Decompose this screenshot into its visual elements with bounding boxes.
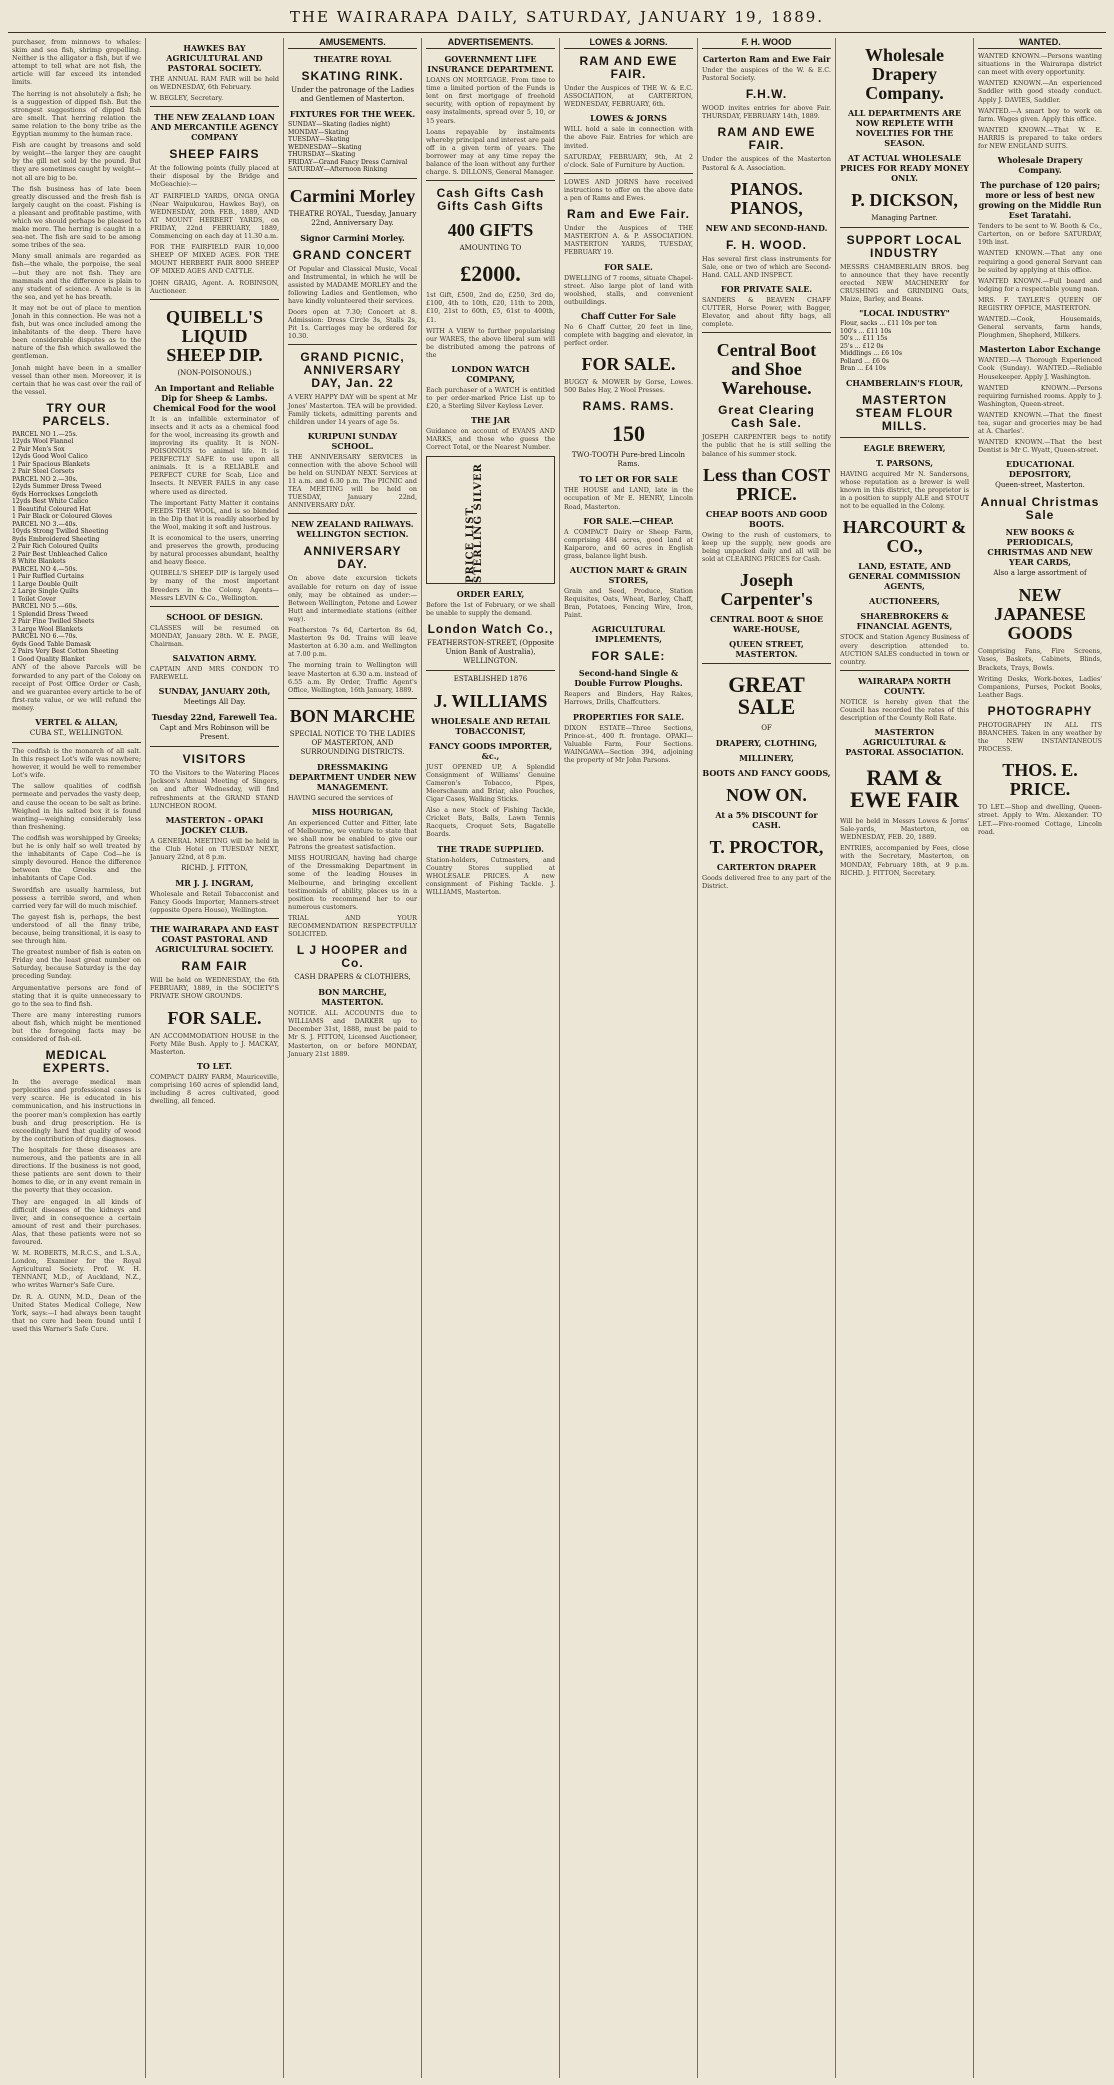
quibell-sub: (NON-POISONOUS.) xyxy=(177,368,252,377)
fhwood-header: F. H. WOOD xyxy=(702,38,831,49)
eagle-heading: EAGLE BREWERY, xyxy=(863,442,946,453)
article-paragraph: The codfish is the monarch of all salt. In this respect Lot's wife was nowhere; however, it would be well to remember Lot's wife. xyxy=(12,747,141,780)
list-item: 1 Toilet Cover xyxy=(12,595,56,603)
total-amount: £2000. xyxy=(460,261,521,287)
trade-line: THE TRADE SUPPLIED. xyxy=(437,843,544,854)
list-item: 50's ... £11 15s xyxy=(840,335,888,343)
quibell-desc: An Important and Reliable Dip for Sheep & Lambs. Chemical Food for the wool xyxy=(153,382,276,413)
great-sale: GREAT SALE xyxy=(728,671,805,719)
list-item: PARCEL NO 5.—60s. xyxy=(12,603,78,611)
second-hand: Second-hand Single & Double Furrow Ploughs. xyxy=(574,668,683,689)
list-item: Bran ... £4 10s xyxy=(840,365,886,373)
list-item: PARCEL NO 4.—50s. xyxy=(12,565,78,573)
army-heading: SALVATION ARMY. xyxy=(172,653,257,664)
ad-text: A GENERAL MEETING will be held in the Club Hotel on TUESDAY NEXT, January 22nd, at 8 p.m. xyxy=(150,836,279,861)
ad-text: TO the Visitors to the Watering Places Jackson's Annual Meeting of Singers, on and after Wednesday, will find refreshments at the GRAND STAND LUNCHEON ROOM. xyxy=(150,769,279,810)
rams-desc: TWO-TOOTH Pure-bred Lincoln Rams. xyxy=(571,451,686,469)
nz-loan-heading: THE NEW ZEALAND LOAN AND MERCANTILE AGENCY COMPANY xyxy=(150,112,279,143)
ad-text: DWELLING of 7 rooms, situate Chapel-street. Also large plot of land with woolshed, stalls, and convenient outbuildings. xyxy=(564,273,693,306)
ad-text: WANTED KNOWN.—That the finest tea, sugar and groceries may be had at A. Charles'. xyxy=(978,410,1102,436)
actual-prices: AT ACTUAL WHOLESALE PRICES FOR READY MONEY ONLY. xyxy=(840,153,969,183)
ad-text: Wholesale and Retail Tobacconist and Fancy Goods Importer, Manners-street (opposite Opera House), Wellington. xyxy=(150,889,279,915)
ad-text: WANTED.—A smart boy to work on farm. Wages given. Apply this office. xyxy=(978,106,1102,123)
ad-text: SATURDAY, FEBRUARY, 9th, At 2 o'clock. Sale of Furniture by Auction. xyxy=(564,152,693,169)
ad-text: Reapers and Binders, Hay Rakes, Harrows, Drills, Chaffcutters. xyxy=(564,690,693,707)
welcome-line: Capt and Mrs Robinson will be Present. xyxy=(159,724,270,742)
ad-text: WANTED KNOWN.—Full board and lodging for a respectable young man. xyxy=(978,276,1102,293)
purchase-line: The purchase of 120 pairs; more or less of best new growing on the Middle Run Eset Taratahi. xyxy=(978,180,1102,221)
for-sale-heading: FOR SALE. xyxy=(167,1007,262,1028)
ad-text: AN ACCOMMODATION HOUSE in the Forty Mile Bush. Apply to J. MACKAY, Masterton. xyxy=(150,1031,279,1056)
ad-text: TRIAL AND YOUR RECOMMENDATION RESPECTFULLY SOLICITED. xyxy=(288,913,417,939)
list-item: 2 Pair Steel Corsets xyxy=(12,468,75,476)
picnic-heading: GRAND PICNIC, ANNIVERSARY DAY, Jan. 22 xyxy=(300,350,405,391)
ad-text: An experienced Cutter and Fitter, late of Melbourne, we venture to state that we shall now be enabled to give our Patrons the greatest satisfaction. xyxy=(288,818,417,852)
ad-text: Also a new Stock of Fishing Tackle, Cricket Bats, Balls, Lawn Tennis Racquets, Croquet Sets, Bagatelle Boards. xyxy=(426,806,555,839)
article-paragraph: Many small animals are regarded as fish—the whale, the porpoise, the seal—but they are not fish. They are mammals and the difference is plain to any student of science. A whale is in the sea, and yet he has breath. xyxy=(12,252,141,301)
ad-text: A COMPACT Dairy or Sheep Farm, comprising 484 acres, good land at Kaiparoro, and 60 acres in English grass, balance light bush. xyxy=(564,527,693,560)
ad-text: NOTICE. ALL ACCOUNTS due to WILLIAMS and DARKER up to December 31st, 1888, must be paid to Mr S. J. FITTON, Licensed Auctioneer, Masterton, on or before MONDAY, January 21st 1889. xyxy=(288,1009,417,1058)
ad-text: The morning train to Wellington will leave Masterton at 6.30 a.m. instead of 6.55 a.m. By Order, Traffic Agent's Office, Wellington, 16th January, 1889. xyxy=(288,661,417,694)
ad-text: Of Popular and Classical Music, Vocal and Instrumental, in which he will be assisted by MADAME MORLEY and the following Ladies and Gentlemen, who have kindly volunteered their services. xyxy=(288,264,417,305)
ad-text: 1st Gift, £500, 2nd do, £250, 3rd do, £100, 4th to 10th, £20, 11th to 20th, £10, 21st to 60th, £5, 61st to 400th, £1. xyxy=(426,291,555,324)
ad-text: On above date excursion tickets available for return on day of issue only, may be obtained as under:—Between Wellington, Petone and Lower Hutt and intermediate stations (either way). xyxy=(288,574,417,623)
column-2 xyxy=(146,38,284,2078)
ram-ewe-fair: RAM & EWE FAIR xyxy=(850,765,959,813)
labor-exchange: Masterton Labor Exchange xyxy=(979,344,1101,355)
pianos-heading: PIANOS. PIANOS, xyxy=(730,178,803,218)
ad-text: WANTED KNOWN.—Persons requiring furnished rooms. Apply to J. Washington, Queen-street. xyxy=(978,383,1102,408)
ad-text: JOHN GRAIG, Agent. A. ROBINSON, Auctioneer. xyxy=(150,278,279,295)
theatre-royal-line: THEATRE ROYAL, Tuesday, January 22nd, Anniversary Day. xyxy=(288,209,417,227)
meetings: Meetings All Day. xyxy=(183,698,246,707)
williams-heading: J. WILLIAMS xyxy=(433,690,548,711)
masthead-rule xyxy=(8,32,1106,33)
list-item: 12yds Good Wool Calico xyxy=(12,453,88,461)
london-co-heading: London Watch Co., xyxy=(427,621,554,636)
ad-text: Loans repayable by instalments whereby principal and interest are paid off in a given term of years. The borrower may at any time repay the balance of the loan without any further charge. S. DILLONS, General Manager. xyxy=(426,127,555,177)
masterton-mills: MASTERTON STEAM FLOUR MILLS. xyxy=(855,392,954,433)
article-paragraph: The codfish was worshipped by Greeks; but he is only half so well treated by the inhabitants of Cape Cod—he is simply devoured. Hence the difference between the Greeks and the inhabitants of Cape Cod. xyxy=(12,833,141,883)
lowes-sale-heading: LOWES & JORNS xyxy=(590,113,667,124)
morley-heading: Carmini Morley xyxy=(289,185,416,206)
ad-text: QUIBELL'S SHEEP DIP is largely used by many of the most important Breeders in the Colony. Agents—Messrs LEVIN & Co., Wellington. xyxy=(150,569,279,602)
list-item: 12yds Wool Flannel xyxy=(12,438,74,446)
list-item: 2 Pair Best Unbleached Calico xyxy=(12,550,108,558)
ad-text: TO LET.—Shop and dwelling, Queen-street. Apply to Wm. Alexander. TO LET.—Five-roomed Cottage, Lincoln road. xyxy=(978,803,1102,836)
list-item: 2 Pair Rich Coloured Quilts xyxy=(12,543,98,551)
list-item: 100's ... £11 10s xyxy=(840,327,892,335)
ad-text: JUST OPENED UP, A Splendid Consignment of Williams' Genuine Cameron's Tobacco, Pipes, Meerschaum and Briar, also Pouches, Cigar Cases, Walking Sticks. xyxy=(426,762,555,804)
ad-text: Each purchaser of a WATCH is entitled to per order-marked Price List up to £20, a Sterling Silver Keyless Lever. xyxy=(426,385,555,411)
ad-text: Doors open at 7.30; Concert at 8. Admission: Dress Circle 3s, Stalls 2s, Pit 1s. Carriages may be ordered for 10.30. xyxy=(288,308,417,341)
ram-fair-heading: RAM FAIR xyxy=(181,959,248,974)
list-item: 1 Beautiful Coloured Hat xyxy=(12,505,91,513)
props-heading: PROPERTIES FOR SALE. xyxy=(572,711,685,722)
article-paragraph: The herring is not absolutely a fish; he is a suggestion of dipped fish. But the strongest suggestions of dipped fish are smelt. That herring relation the same relation to the bony tribe as the Egyptian mummy to the human race. xyxy=(12,89,141,139)
column-5 xyxy=(560,38,698,2078)
ad-text: A VERY HAPPY DAY will be spent at Mr Jones' Masterton. TEA will be provided. Family tickets, admitting parents and children under 14 years of age 5s. xyxy=(288,393,417,426)
agri-heading: AGRICULTURAL IMPLEMENTS, xyxy=(591,624,666,645)
managing-line: Managing Partner. xyxy=(871,214,938,222)
list-item: 2 Pairs Very Best Cotton Sheeting xyxy=(12,648,119,656)
ad-text: Comprising Fans, Fire Screens, Vases, Baskets, Cabinets, Blinds, Brackets, Trays, Bowls. xyxy=(978,647,1102,672)
column-1 xyxy=(8,38,146,2078)
ad-text: ENTRIES, accompanied by Fees, close with the Secretary, Masterton, on MONDAY, February 18th, at 9 p.m. RICHD. J. FITTON, Secretary. xyxy=(840,844,969,877)
hawkes-heading: HAWKES BAY AGRICULTURAL AND PASTORAL SOCIETY. xyxy=(166,43,263,73)
great-clearing: Great Clearing Cash Sale. xyxy=(718,403,815,431)
drapery: DRAPERY, CLOTHING, xyxy=(715,737,818,748)
queen-st: QUEEN STREET, MASTERTON. xyxy=(729,638,804,659)
article-paragraph: W. M. ROBERTS, M.R.C.S., and L.S.A., London, Examiner for the Royal Agricultural Society. Prof. W. H. TENNANT, M.D., of Auckland, N.Z., who writes Warner's Safe Cure. xyxy=(12,1249,141,1290)
ad-text: Goods delivered free to any part of the District. xyxy=(702,873,831,891)
article-paragraph: The gayest fish is, perhaps, the best understood of all the finny tribe, because, being transitional, it is easy to see through him. xyxy=(12,912,141,946)
central-boot: CENTRAL BOOT & SHOE WARE-HOUSE, xyxy=(710,613,823,634)
ad-text: WANTED KNOWN.—Persons wanting situations in the Wairarapa district can meet with every opportunity. xyxy=(978,52,1102,77)
now-on: NOW ON. xyxy=(726,784,807,805)
ad-text: It is economical to the users, unerring and preserves the growth, producing by natural processes abundant, healthy and heavy fleece. xyxy=(150,534,279,567)
list-item: SUNDAY—Skating (ladies night) xyxy=(288,121,391,129)
list-item: 10yds Strong Twilled Sheeting xyxy=(12,528,109,536)
private-sale-heading: FOR PRIVATE SALE. xyxy=(720,283,813,294)
masterton-agri: MASTERTON AGRICULTURAL & PASTORAL ASSOCIATION. xyxy=(845,727,964,758)
wholesale-co: Wholesale Drapery Company. xyxy=(997,155,1083,176)
ad-text: Under the Auspices of THE W. & E.C. ASSOCIATION, at CARTERTON, WEDNESDAY, FEBRUARY, 6th. xyxy=(564,84,693,109)
skating-sub: Under the patronage of the Ladies and Gentlemen of Masterton. xyxy=(291,86,414,104)
parcels-list xyxy=(12,431,141,664)
skating-heading: SKATING RINK. xyxy=(301,69,404,84)
ad-text: WANTED KNOWN.—An experienced Saddler with good steady conduct. Apply J. DAVIES, Saddler. xyxy=(978,79,1102,104)
ad-text: Owing to the rush of customers, to keep up the supply, new goods are being unpacked daily and all will be sold at CLEARING PRICES for Cash. xyxy=(702,530,831,563)
ad-text: Has several first class instruments for Sale, one or two of which are Second-Hand. CALL AND INSPECT. xyxy=(702,254,831,279)
signor-line: Signor Carmini Morley. xyxy=(300,232,405,243)
column-4 xyxy=(422,38,560,2078)
for-sale-heading: FOR SALE. xyxy=(604,261,653,272)
new-books: NEW BOOKS & PERIODICALS, CHRISTMAS AND NEW YEAR CARDS, xyxy=(987,527,1093,568)
list-item: 3 Large Wool Blankets xyxy=(12,625,83,633)
list-item: 6yds Horrockses Longcloth xyxy=(12,490,98,498)
article-paragraph: Swordfish are usually harmless, but possess a terrible sword, and when carried very far will do much mischief. xyxy=(12,885,141,910)
column-3 xyxy=(284,38,422,2078)
column-8 xyxy=(974,38,1106,2078)
annual-sale: Annual Christmas Sale xyxy=(980,495,1100,523)
rams-150: 150 xyxy=(612,421,645,447)
ram-ewe-fair: RAM AND EWE FAIR. xyxy=(717,125,816,153)
list-item: PARCEL NO 3.—40s. xyxy=(12,520,78,528)
ad-text: Station-holders, Cutmasters, and Country Stores supplied at WHOLESALE PRICES. A new consignment of Fishing Tackle. J. WILLIAMS, Masterton. xyxy=(426,855,555,896)
list-item: 12yds Best White Calico xyxy=(12,498,89,506)
ingram-heading: MR J. J. INGRAM, xyxy=(175,877,254,888)
photography: PHOTOGRAPHY xyxy=(987,703,1093,718)
carterton-heading: Carterton Ram and Ewe Fair xyxy=(702,54,831,65)
new-second-heading: NEW AND SECOND-HAND. xyxy=(705,222,828,233)
hourigan-heading: MISS HOURIGAN, xyxy=(311,806,394,817)
cheap-boots: CHEAP BOOTS AND GOOD BOOTS. xyxy=(705,508,828,529)
railways-heading: NEW ZEALAND RAILWAYS. WELLINGTON SECTION. xyxy=(291,519,414,540)
farewell-heading: Tuesday 22nd, Farewell Tea. xyxy=(151,712,278,723)
article-paragraph: The greatest number of fish is eaten on Friday and the least great number on Saturday, because Saturday is the day preceding Sunday. xyxy=(12,948,141,981)
ad-text: Guidance on account of EVANS AND MARKS, and those who guess the Correct Total, or the Nearest Number. xyxy=(426,427,555,452)
list-item: SATURDAY—Afternoon Rinking xyxy=(288,166,388,174)
list-item: 8 White Blankets xyxy=(12,558,66,566)
ad-text: Featherston 7s 6d, Carterton 8s 6d, Masterton 9s 0d. Trains will leave Masterton at 6.30 a.m. and Wellington at 7.00 p.m. xyxy=(288,626,417,659)
for-sale-2: FOR SALE: xyxy=(591,649,666,664)
ad-text: SANDERS & BEAVEN CHAFF CUTTER, Horse Power, with Bagger, Elevator, and about fifty bags, all complete. xyxy=(702,295,831,329)
amusements-header: AMUSEMENTS. xyxy=(288,38,417,49)
ad-text: THE ANNIVERSARY SERVICES in connection with the above School will be held on SUNDAY NEXT. Services at 11 a.m. and 6.30 p.m. The PICNIC and TEA MEETING will be held on TUESDAY, January 22nd, ANNIVERSARY DAY. xyxy=(288,452,417,510)
list-item: THURSDAY—Skating xyxy=(288,151,356,159)
carterton-draper: CARTERTON DRAPER xyxy=(716,861,817,872)
ad-text: LOWES AND JORNS have received instructions to offer on the above date a pen of Rams and Ewes. xyxy=(564,177,693,203)
wairarapa-county: WAIRARAPA NORTH COUNTY. xyxy=(858,675,951,696)
price-list-vertical: PRICE LIST. STERLING SILVER xyxy=(465,462,485,583)
sheep-fairs-heading: SHEEP FAIRS xyxy=(169,147,260,162)
fixtures-list xyxy=(288,121,417,174)
article-paragraph: The hospitals for these diseases are numerous, and the patients are in all directions. If the business is not good, these patients are sent down to their homes to die, or in any event remain in the poverty that they occasion. xyxy=(12,1145,141,1195)
the-jar-heading: THE JAR xyxy=(470,415,511,426)
ad-text: WITH A VIEW to further popularising our WARES, the above liberal sum will be distributed among the patrons of the xyxy=(426,326,555,359)
heading-medical-experts: MEDICAL EXPERTS. xyxy=(42,1048,111,1076)
ad-text: Will be held on WEDNESDAY, the 6th FEBRUARY, 1889, in the SOCIETY'S PRIVATE SHOW GROUNDS. xyxy=(150,976,279,1001)
discount: At a 5% DISCOUNT for CASH. xyxy=(715,809,818,830)
to-let-heading: TO LET OR FOR SALE xyxy=(579,474,678,485)
fixtures-heading: FIXTURES FOR THE WEEK. xyxy=(289,109,416,120)
bon-marche-sub: SPECIAL NOTICE TO THE LADIES OF MASTERTON, AND SURROUNDING DISTRICTS. xyxy=(289,729,416,756)
sunday-school-heading: KURIPUNI SUNDAY SCHOOL. xyxy=(307,430,398,451)
ad-text: AT FAIRFIELD YARDS, ONGA ONGA (Near Waipukurau, Hawkes Bay), on WEDNESDAY, 20th FEB., 1889, AND AT MOUNT HERBERT YARDS, on FRIDAY, 22nd FEBRUARY, 1889, Commencing on each day at 11.30 a.m. xyxy=(150,191,279,241)
ad-text: JOSEPH CARPENTER begs to notify the public that he is still selling the balance of his summer stock. xyxy=(702,433,831,458)
london-watch-heading: LONDON WATCH COMPANY, xyxy=(451,363,530,384)
less-cost: Less than COST PRICE. xyxy=(702,464,831,504)
ad-text: PHOTOGRAPHY IN ALL ITS BRANCHES. Taken in any weather by the NEW INSTANTANEOUS PROCESS. xyxy=(978,720,1102,754)
sharebrokers: SHAREBROKERS & FINANCIAL AGENTS, xyxy=(856,611,953,632)
featherston-line: FEATHERSTON-STREET, (Opposite Union Bank of Australia), WELLINGTON. xyxy=(427,638,554,665)
advertisements-header: ADVERTISEMENTS. xyxy=(426,38,555,49)
article-paragraph: In the average medical man perplexities and professional cases is very scarce. He is educated in his communication, and his instructions in the poorer man's complexion has eartly bush and drug prescription. He is exceedingly hard that quality of wood by the contribution of drug diagnoses. xyxy=(12,1078,141,1143)
flour-price-list xyxy=(840,320,969,373)
list-item: 1 Pair Spacious Blankets xyxy=(12,460,90,468)
to-let-heading: TO LET. xyxy=(196,1060,233,1071)
ad-text: Under the auspices of the Masterton Pastoral & A. Association. xyxy=(702,155,831,172)
visitors-heading: VISITORS xyxy=(182,752,247,767)
article-paragraph: There are many interesting rumors about fish, which might be mentioned but the foregoing facts may be considered of fish-oil. xyxy=(12,1010,141,1044)
support-heading: SUPPORT LOCAL INDUSTRY xyxy=(846,233,963,260)
chaff-heading: Chaff Cutter For Sale xyxy=(580,310,677,321)
ad-text: Grain and Seed, Produce, Station Requisites, Oats, Wheat, Barley, Chaff, Bran, Potatoes, Fencing Wire, Iron, Paint. xyxy=(564,587,693,620)
ad-text: WANTED.—A Thorough Experienced Cook (Sunday). WANTED.—Reliable Housekeeper. Apply J. Washington. xyxy=(978,356,1102,381)
list-item: 1 Large Double Quilt xyxy=(12,580,78,588)
list-item: Middlings ... £6 10s xyxy=(840,350,903,358)
for-sale-big: FOR SALE. xyxy=(581,354,676,375)
list-item: PARCEL NO 2.—30s. xyxy=(12,475,78,483)
ad-text: It is an infallible exterminator of insects and it acts as a chemical food for the wool, increasing its growth and improving its quality. It is NON-POISONOUS to animal life. It is PERFECTLY SAFE to use upon all animals. It is a RELIABLE and PERFECT CURE for Scab, Lice and Insects. It NEVER FAILS in any case where used as directed. xyxy=(150,414,279,496)
of-line: OF xyxy=(761,723,772,732)
sunday-heading: SUNDAY, JANUARY 20th, xyxy=(158,686,271,697)
ad-text: WANTED KNOWN.—That the best Dentist is Mr C. Wyatt, Queen-street. xyxy=(978,438,1102,455)
ad-text: W. BEGLEY, Secretary. xyxy=(150,94,224,103)
ram-ewe-fair-heading: Ram and Ewe Fair. xyxy=(566,207,691,222)
article-paragraph: purchaser, from minnows to whales: skim and sea fish, shrimp gropelling. Neither is the alligator a fish, but if we attempt to tell what are not fish, the article will far exceed its intended limits. xyxy=(12,38,141,87)
ad-text: MESSRS CHAMBERLAIN BROS. beg to announce that they have recently erected NEW MACHINERY for CRUSHING and GRINDING Oats, Maize, Barley, and Beans. xyxy=(840,263,969,304)
ram-ewe-heading: RAM AND EWE FAIR. xyxy=(579,54,678,82)
ad-text: At the following points (fully placed at their disposal by the Bridge and McGeachie):— xyxy=(150,164,279,189)
central-heading: Central Boot and Shoe Warehouse. xyxy=(716,340,817,399)
list-item: 25's ... £12 0s xyxy=(840,342,884,350)
gift-price-table xyxy=(426,456,555,584)
bon-marche-heading: BON MARCHE xyxy=(289,705,416,726)
auction-heading: AUCTION MART & GRAIN STORES, xyxy=(569,565,688,585)
assortment-line: Also a large assortment of xyxy=(993,569,1087,578)
ad-text: Under the auspices of the W. & E.C. Pastoral Society. xyxy=(702,66,831,83)
bon-marche-2: BON MARCHE, MASTERTON. xyxy=(318,987,387,1008)
ad-text: THE ANNUAL RAM FAIR will be held on WEDNESDAY, 6th February. xyxy=(150,75,279,92)
article-paragraph: They are engaged in all kinds of difficult diseases of the kidneys and liver, and in consequence a certain amount of rest and their purchases. Alas, that these patients were not so favoured. xyxy=(12,1197,141,1246)
ad-text: Before the 1st of February, or we shall be unable to supply the demand. xyxy=(426,600,555,617)
wairarapa-soc-heading: THE WAIRARAPA AND EAST COAST PASTORAL AND AGRICULTURAL SOCIETY. xyxy=(150,924,279,955)
hooper-sub: CASH DRAPERS & CLOTHIERS, xyxy=(294,973,411,982)
ad-text: CLASSES will be resumed on MONDAY, January 28th. W. E. PAGE, Chairman. xyxy=(150,623,279,648)
ad-text: Writing Desks, Work-boxes, Ladies' Companions, Purses, Pocket Books, Leather Bags. xyxy=(978,674,1102,699)
local-industry: "LOCAL INDUSTRY" xyxy=(859,308,950,319)
ad-text: MISS HOURIGAN, having had charge of the Dressmaking Department in some of the leading Houses in Melbourne, and bringing excellent testimonials of ability, places us in a position to recommend her to our numerous customers. xyxy=(288,854,417,911)
ad-text: Will be held in Messrs Lowes & Jorns' Sale-yards, Masterton, on WEDNESDAY, FEB. 20, 1889. xyxy=(840,817,969,842)
list-item: 1 Good Quality Blanket xyxy=(12,655,85,663)
article-paragraph: The sallow qualities of codfish permeate and pervades the vasty deep, and cause the ocean to be salt as brine. Weighed in his salted box it is found wanting—weighing considerably less than freshening. xyxy=(12,782,141,831)
article-paragraph: Dr. R. A. GUNN, M.D., Dean of the United States Medical College, New York, says:—I had always been taught that no cure had been found until I used this Warner's Safe Cure. xyxy=(12,1292,141,1333)
ad-text: FOR THE FAIRFIELD FAIR 10,000 SHEEP OF MIXED AGES. FOR THE MOUNT HERBERT FAIR 8000 SHEEP OF MIXED AGES AND CATTLE. xyxy=(150,243,279,276)
column-6 xyxy=(698,38,836,2078)
ad-text: HAVING secured the services of xyxy=(288,793,393,802)
dressmaking-heading: DRESSMAKING DEPARTMENT UNDER NEW MANAGEMENT. xyxy=(288,761,417,792)
four-hundred-gifts: 400 GIFTS xyxy=(447,220,534,241)
ad-text: MRS. F. TAYLER'S QUEEN OF REGISTRY OFFICE, MASTERTON. xyxy=(978,295,1102,312)
joseph-heading: Joseph Carpenter's xyxy=(720,569,813,609)
fh-wood-2: F. H. WOOD. xyxy=(726,237,807,252)
ad-text: HAVING acquired Mr N. Sandersons, whose reputation as a brewer is well known in this district, the proprietor is in a position to supply ALE and STOUT not to be equalled in the Colony. xyxy=(840,469,969,511)
article-paragraph: The fish business has of late been greatly discussed and the fresh fish is largely caught on the coast. Fishing is a pleasant and profitable pastime, with which we should perhaps be pleased to make more. The herring is caught in a sea-net. The fish are said to be among some tribes of the sea. xyxy=(12,184,141,250)
ad-text: NOTICE is hereby given that the Council has recorded the rates of this description of the County Roll Rate. xyxy=(840,697,969,722)
wanted-header: WANTED. xyxy=(978,38,1102,49)
ad-text: WANTED.—Cook, Housemaids, General servants, farm hands, Ploughmen, Shepherd, Milkers. xyxy=(978,315,1102,340)
list-item: MONDAY—Skating xyxy=(288,128,349,136)
column-7 xyxy=(836,38,974,2078)
list-item: Pollard ... £6 0s xyxy=(840,357,889,365)
article-paragraph: It may not be out of place to mention Jonah in this connection. He was not a fish, but was once included among the inhabitants of the deep. There have been considerable disputes as to the nature of the fish which swallowed the gentleman. xyxy=(12,303,141,361)
list-item: 8yds Embroidered Sheeting xyxy=(12,535,100,543)
chamberlains: CHAMBERLAIN'S FLOUR, xyxy=(845,377,964,388)
masthead-title: THE WAIRARAPA DAILY, SATURDAY, JANUARY 19, 1889. xyxy=(289,8,825,26)
ad-text: DIXON ESTATE—Three Sections, Prince-st., 400 ft. frontage. OPAKI—Valuable Farm, Four Sections. WAINGAWA—Section 394, adjoining the property of Mr John Parsons. xyxy=(564,723,693,764)
heading-parcels: TRY OUR PARCELS. xyxy=(42,400,111,428)
list-item: 1 Splendid Dress Tweed xyxy=(12,610,88,618)
japanese-goods: NEW JAPANESE GOODS xyxy=(994,585,1086,644)
list-item: 6yds Good Table Damask xyxy=(12,640,91,648)
masterton-club-heading: MASTERTON - OPAKI JOCKEY CLUB. xyxy=(165,814,264,835)
list-item: 2 Pair Fine Twilled Sheets xyxy=(12,618,95,626)
fhw-heading: F.H.W. xyxy=(745,87,788,102)
article-paragraph: Fish are caught by treasons and sold by weight—the larger they are caught by the gill net sold by the pound. But they are sometimes caught by weight—not all are big to be. xyxy=(12,141,141,182)
ad-text: No 6 Chaff Cutter, 20 feet in line, complete with bagging and elevator, in perfect order. xyxy=(564,322,693,348)
vertel-sub: CUBA ST., WELLINGTON. xyxy=(29,729,124,737)
ad-text: Under the Auspices of THE MASTERTON A. & P. ASSOCIATION. MASTERTON YARDS, TUESDAY, FEBRUARY 19. xyxy=(564,224,693,257)
ad-text: BUGGY & MOWER by Gorse, Lowes. 500 Bales Hay, 2 Wool Presses. xyxy=(564,378,693,395)
ad-text: WANTED KNOWN.—That W. E. HARRIS is prepared to take orders for NEW ENGLAND SUITS. xyxy=(978,125,1102,151)
list-item: WEDNESDAY—Skating xyxy=(288,143,362,151)
cash-gifts-heading: Cash Gifts Cash Gifts Cash Gifts xyxy=(436,186,545,214)
order-early-heading: ORDER EARLY, xyxy=(456,588,525,599)
dickson-heading: P. DICKSON, xyxy=(851,190,958,210)
list-item: TUESDAY—Skating xyxy=(288,136,350,144)
ad-text: LOANS ON MORTGAGE. From time to time a limited portion of the Funds is lent on first mortgage of freehold security, with option of repayment by easy instalments, spread over 5, 10, or 15 years. xyxy=(426,76,555,125)
ad-text: STOCK and Station Agency Business of every description attended to. AUCTION SALES conducted in town or country. xyxy=(840,633,969,666)
list-item: FRIDAY—Grand Fancy Dress Carnival xyxy=(288,158,408,166)
school-heading: SCHOOL OF DESIGN. xyxy=(166,611,263,622)
list-item: 2 Large Single Quilts xyxy=(12,588,79,596)
list-item: 2 Pair Men's Sox xyxy=(12,445,65,453)
article-paragraph: ANY of the above Parcels will be forwarded to any part of the Colony on receipt of Post Office Order or Cash, and we guarantee every article to be of first-rate value, or we will refund the money. xyxy=(12,663,141,712)
ad-text: Tenders to be sent to W. Booth & Co., Carterton, on or before SATURDAY, 19th inst. xyxy=(978,222,1102,247)
fancy-line: FANCY GOODS IMPORTER, &c., xyxy=(428,740,553,761)
list-item: 1 Pair Ruffled Curtains xyxy=(12,573,84,581)
anniversary-heading: ANNIVERSARY DAY. xyxy=(303,544,402,572)
all-depts: ALL DEPARTMENTS ARE NOW REPLETE WITH NOVELTIES FOR THE SEASON. xyxy=(847,108,962,148)
rams-heading: RAMS. RAMS. xyxy=(582,399,675,414)
ad-text: The important Fatty Matter it contains FEEDS THE WOOL, and is so blended in the Dip that it is readily absorbed by the Wool, making it soft and lustrous. xyxy=(150,498,279,531)
ad-text: WILL hold a sale in connection with the above Fair. Entries for which are invited. xyxy=(564,125,693,150)
article-paragraph: Jonah might have been in a smaller vessel than other men. Moreover, it is certain that he was cast over the rail of the vessel. xyxy=(12,363,141,396)
ad-text: WANTED KNOWN.—That any one requiring a good general Servant can be suited by applying at this office. xyxy=(978,249,1102,274)
ad-text: WOOD invites entries for above Fair. THURSDAY, FEBRUARY 14th, 1889. xyxy=(702,104,831,121)
auctioneers: AUCTIONEERS, xyxy=(869,596,940,607)
price-heading: THOS. E. PRICE. xyxy=(1002,760,1078,800)
ad-text: CAPTAIN AND MRS CONDON TO FAREWELL xyxy=(150,665,279,682)
theatre-heading: THEATRE ROYAL xyxy=(313,54,392,65)
lowes-header: LOWES & JORNS. xyxy=(564,38,693,49)
queen-st-masterton: Queen-street, Masterton. xyxy=(995,481,1085,490)
quibell-heading: QUIBELL'S LIQUID SHEEP DIP. xyxy=(165,306,264,365)
list-item: 12yds Summer Dress Tweed xyxy=(12,483,102,491)
list-item: PARCEL NO 1.—25s. xyxy=(12,430,78,438)
boots-fancy: BOOTS AND FANCY GOODS, xyxy=(702,767,831,778)
proctor-heading: T. PROCTOR, xyxy=(709,836,824,857)
fitton-line: RICHD. J. FITTON, xyxy=(181,863,248,872)
for-sale-cheap: FOR SALE.—CHEAP. xyxy=(583,515,674,526)
article-paragraph: Argumentative persons are fond of stating that it is quite unnecessary to go to the sea to find fish. xyxy=(12,983,141,1008)
amounting-to: AMOUNTING TO xyxy=(459,244,522,253)
educational: EDUCATIONAL DEPOSITORY, xyxy=(1006,459,1074,480)
list-item: Flour, sacks ... £11 10s per ton xyxy=(840,320,937,328)
land-estate: LAND, ESTATE, AND GENERAL COMMISSION AGENTS, xyxy=(848,561,961,592)
hooper-heading: L J HOOPER and Co. xyxy=(296,943,409,971)
list-item: PARCEL NO 6.—70s. xyxy=(12,633,78,641)
ad-text: COMPACT DAIRY FARM, Mauriceville, comprising 160 acres of splendid land, including 8 acres cultivated, good dwelling, all fenced. xyxy=(150,1072,279,1106)
established-line: ESTABLISHED 1876 xyxy=(453,674,528,683)
govt-life-heading: GOVERNMENT LIFE INSURANCE DEPARTMENT. xyxy=(427,54,554,75)
grand-concert-heading: GRAND CONCERT xyxy=(292,247,413,262)
millinery: MILLINERY, xyxy=(739,752,794,763)
vertel-heading: VERTEL & ALLAN, xyxy=(35,717,118,727)
wholesale-drapery: Wholesale Drapery Company. xyxy=(865,45,944,103)
harcourt-heading: HARCOURT & CO., xyxy=(842,517,967,557)
list-item: 1 Pair Black or Coloured Gloves xyxy=(12,513,113,521)
ad-text: THE HOUSE and LAND, late in the occupation of Mr E. HENRY, Lincoln Road, Masterton. xyxy=(564,486,693,511)
wholesale-line: WHOLESALE AND RETAIL TOBACCONIST, xyxy=(431,715,550,736)
parsons-line: T. PARSONS, xyxy=(875,457,934,468)
